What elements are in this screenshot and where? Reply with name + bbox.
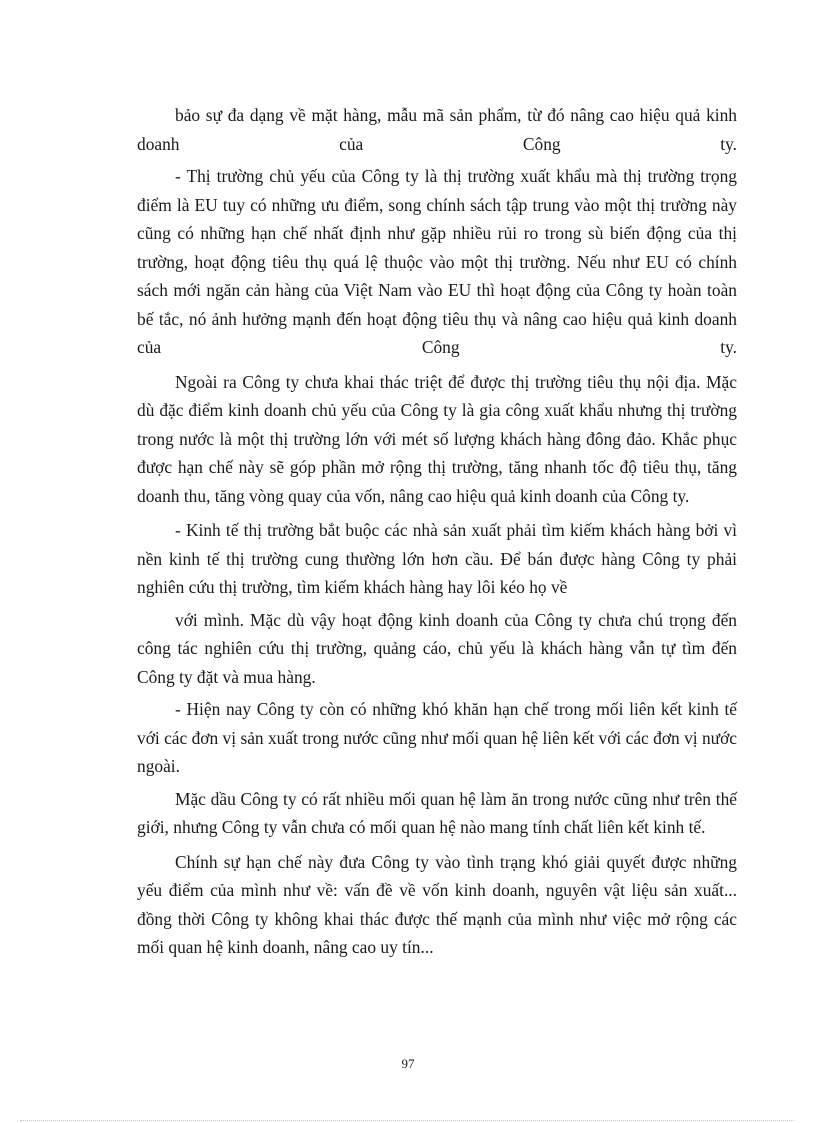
footer-divider: [20, 1120, 794, 1121]
paragraph-market-research: với mình. Mặc dù vậy hoạt động kinh doanh của Công ty chưa chú trọng đến công tác nghiên cứu thị trường, quảng cáo, chủ yếu là khách hàng vẫn tự tìm đến Công ty đặt và mua hàng.: [137, 609, 737, 687]
paragraph-export-market: - Thị trường chủ yếu của Công ty là thị trường xuất khẩu mà thị trường trọng điểm là EU tuy có những ưu điểm, song chính sách tập trung vào một thị trường này cũng có những hạn chế nhất định như gặp nhiều rủi ro trong sù biến động của thị trường, hoạt động tiêu thụ quá lệ thuộc vào một thị trường. Nếu như EU có chính sách mới ngăn cản hàng của Việt Nam vào EU thì hoạt động của Công ty hoàn toàn bế tắc, nó ảnh hưởng mạnh đến hoạt động tiêu thụ và nâng cao hiệu quả kinh doanh của Công ty.: [137, 166, 737, 357]
paragraph-economic-linkage: - Hiện nay Công ty còn có những khó khăn hạn chế trong mối liên kết kinh tế với các đơn vị sản xuất trong nước cũng như mối quan hệ liên kết với các đơn vị nước ngoài.: [137, 699, 737, 776]
paragraph-continuation: bảo sự đa dạng về mặt hàng, mẫu mã sản phẩm, từ đó nâng cao hiệu quả kinh doanh của Công ty.: [137, 105, 737, 154]
paragraph-consequences: Chính sự hạn chế này đưa Công ty vào tình trạng khó giải quyết được những yếu điểm của mình như về: vấn đề về vốn kinh doanh, nguyên vật liệu sản xuất... đồng thời Công ty không khai thác được thế mạnh của mình như việc mở rộng các mối quan hệ kinh doanh, nâng cao uy tín...: [137, 851, 737, 957]
page-number: 97: [401, 1056, 415, 1071]
body-text: [137, 101, 737, 964]
paragraph-relations: Mặc dầu Công ty có rất nhiều mối quan hệ làm ăn trong nước cũng như trên thế giới, nhưng Công ty vẫn chưa có mối quan hệ nào mang tính chất liên kết kinh tế.: [137, 788, 737, 837]
paragraph-domestic-market: Ngoài ra Công ty chưa khai thác triệt để được thị trường tiêu thụ nội địa. Mặc dù đặc điểm kinh doanh chủ yếu của Công ty là gia công xuất khẩu nhưng thị trường trong nước là một thị trường lớn với mét số lượng khách hàng đông đảo. Khắc phục được hạn chế này sẽ góp phần mở rộng thị trường, tăng nhanh tốc độ tiêu thụ, tăng doanh thu, tăng vòng quay của vốn, nâng cao hiệu quả kinh doanh của Công ty.: [137, 371, 737, 506]
paragraph-market-economy: - Kinh tế thị trường bắt buộc các nhà sản xuất phải tìm kiếm khách hàng bởi vì nền kinh tế thị trường cung thường lớn hơn cầu. Để bán được hàng Công ty phải nghiên cứu thị trường, tìm kiếm khách hàng hay lôi kéo họ về: [137, 520, 737, 597]
